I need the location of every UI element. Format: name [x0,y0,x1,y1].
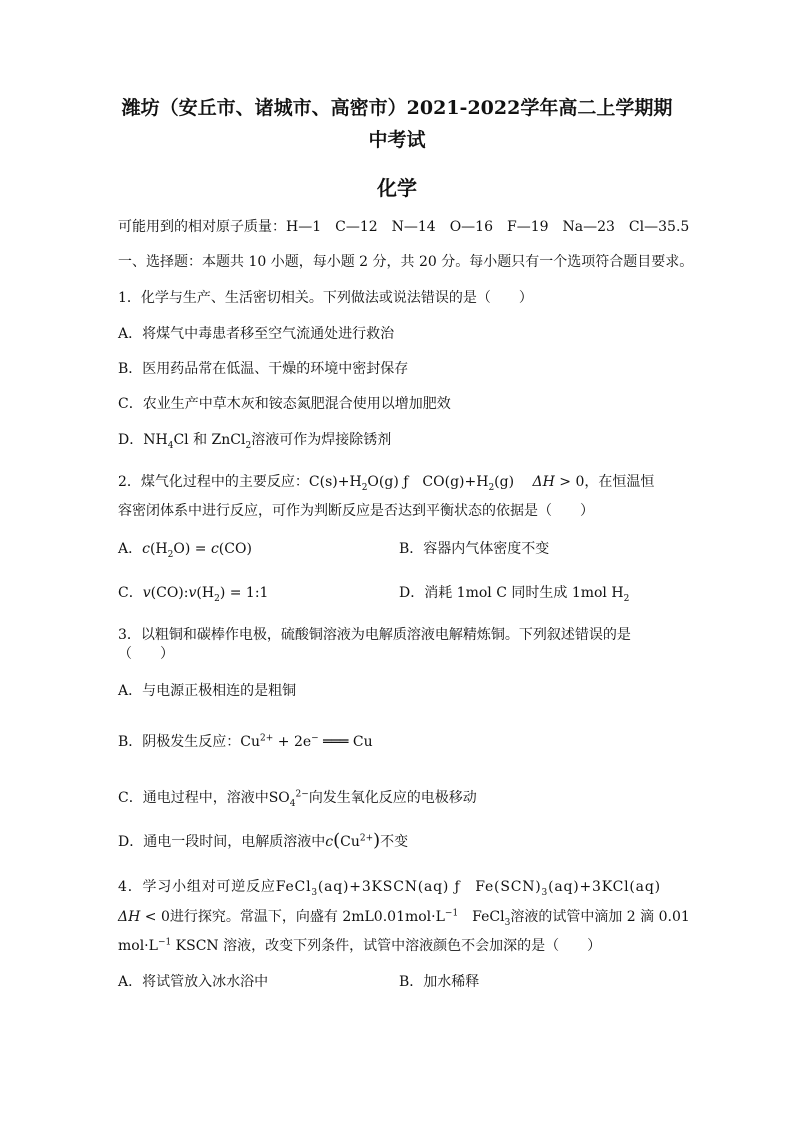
q1-d-formula: $NH_4Cl$ 和 ZnCl$_2$ [143,432,252,451]
subject-heading: 化学 [377,176,417,200]
q4-option-a: A．将试管放入冰水浴中 [118,974,269,990]
q2-option-a [118,538,252,560]
q4-line3: 溶液，改变下列条件，试管中溶液颜色不会加深的是（ ） [223,938,602,954]
q2-stem-mid: ，在恒温恒 [584,474,655,490]
q1-stem: 1．化学与生产、生活密切相关。下列做法或说法错误的是（ ） [118,290,533,306]
q4-option-b: B．加水稀释 [399,974,480,990]
q2-stem-line1 [118,471,654,493]
q4-delta-h: ΔH < 0 [118,909,170,925]
q2-option-c [118,582,268,604]
q3-b-prefix: B．阴极发生反应： [118,734,241,750]
q1-d-prefix: D． [118,432,144,448]
q3-option-b [118,731,373,751]
q4-stem-prefix: 4．学习小组对可逆反应 [118,879,276,895]
q4-kscn-unit: $mol\cdot L^{-1}$ KSCN [118,937,224,954]
q3-option-c [118,787,477,809]
q1-option-a: A．将煤气中毒患者移至空气流通处进行救治 [118,326,395,342]
q4-equation: FeCl$_3$(aq)+3KSCN(aq) ƒ $Fe(SCN)_3(aq)+3KCl(aq)$ [275,879,661,898]
q2-equation: $C(s)+H_2O(g)$ ƒ $CO(g)+H_2(g)$ ΔH > 0 [308,474,585,493]
q3-option-a: A．与电源正极相连的是粗铜 [118,683,297,699]
q3-d-prefix: D．通电一段时间，电解质溶液中 [118,834,326,850]
q1-option-b: B．医用药品常在低温、干燥的环境中密封保存 [118,361,409,377]
q2-a-formula: $c(H_2O) = c(CO)$ [142,541,252,560]
q4-line2-end: 溶液的试管中滴加 2 滴 0.01 [510,909,690,925]
q2-a-prefix: A． [118,541,143,557]
q3-c-ion: $SO_4^{2-}$ [268,789,309,809]
q3-c-suffix: 向发生氧化反应的电极移动 [308,790,477,806]
q4-stem-line2: ΔH < 0进行探究。常温下，向盛有 $2mL0.01mol\cdot L^{-1}$ FeCl$_3$溶液的试管中滴加 2 滴 0.01 [118,908,690,928]
q4-stem-line1 [118,876,661,898]
q2-option-d: D．消耗 1mol C 同时生成 1mol $H_2$ [399,585,630,604]
q2-c-prefix: C． [118,585,143,601]
q2-option-b: B．容器内气体密度不变 [399,541,550,557]
q1-option-d [118,429,391,451]
q4-line2-mid: 进行探究。常温下，向盛有 2mL0.01mol·L [169,909,445,925]
q3-b-equation: $Cu^{2+} + 2e^-$ ═══ Cu [240,733,373,750]
q1-option-c: C．农业生产中草木灰和铵态氮肥混合使用以增加肥效 [118,396,451,412]
q3-stem-line2: （ ） [118,646,174,662]
q2-stem-prefix: 2．煤气化过程中的主要反应： [118,474,309,490]
atomic-masses: 可能用到的相对原子质量：H—1 C—12 N—14 O—16 F—19 Na—23 Cl—35.5 [118,219,690,235]
q4-stem-line3 [118,935,601,955]
q1-d-suffix: 溶液可作为焊接除锈剂 [251,432,392,448]
q3-d-suffix: 不变 [380,834,409,850]
q3-d-formula: $c(Cu^{2+})$ [325,830,381,851]
exam-title-line2: 中考试 [368,129,426,151]
q3-stem-line1: 3．以粗铜和碳棒作电极，硫酸铜溶液为电解质溶液电解精炼铜。下列叙述错误的是 [118,627,631,643]
q4-fecl3: FeCl$_3$ [458,909,511,928]
q3-option-d [118,830,408,851]
q3-c-prefix: C．通电过程中，溶液中 [118,790,269,806]
exam-title-line1: 潍坊（安丘市、诸城市、高密市）2021-2022学年高二上学期期 [121,97,673,119]
section-heading: 一、选择题：本题共 10 小题，每小题 2 分，共 20 分。每小题只有一个选项符合题目要求。 [118,254,694,270]
q2-c-formula: $v(CO):v(H_2)$ = 1:1 [142,585,269,604]
q2-stem-line2: 容密闭体系中进行反应，可作为判断反应是否达到平衡状态的依据是（ ） [118,503,594,519]
